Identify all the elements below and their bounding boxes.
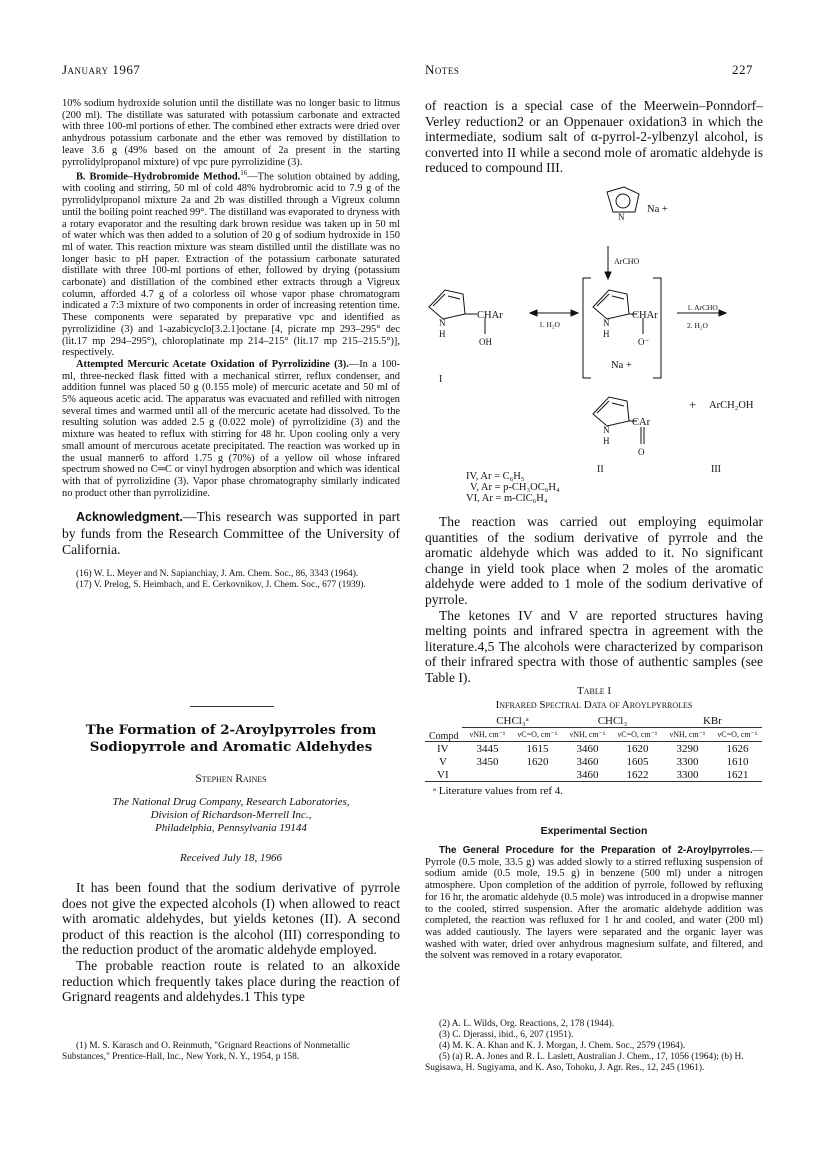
affiliation: [62, 796, 400, 835]
table-cell: 1620: [526, 755, 549, 768]
table-row: [425, 768, 762, 782]
bracket-left: [583, 278, 591, 378]
table-footnote: ᵃ Literature values from ref 4.: [433, 785, 564, 797]
procedure-head: The General Procedure for the Preparation of 2-Aroylpyrroles.: [439, 845, 753, 856]
experimental-heading: Experimental Section: [540, 825, 648, 837]
table-cell: 3300: [676, 755, 699, 768]
scheme-label: Na +: [611, 360, 632, 371]
atom-label: H: [603, 436, 610, 446]
section-head: B. Bromide–Hydrobromide Method.: [76, 171, 241, 183]
affiliation-line: Division of Richardson-Merrell Inc.,: [150, 809, 312, 821]
footnote: (16) W. L. Meyer and N. Sapianchiay, J. Am. Chem. Soc., 86, 3343 (1964).: [76, 569, 359, 580]
footnote-text: (1) M. S. Karasch and O. Reinmuth, "Grignard Reactions of Nonmetallic Substances," Prentice-Hall, Inc., New York, N. Y., 1954, p 158.: [62, 1041, 351, 1062]
column-header: νC=O, cm⁻¹: [512, 728, 562, 742]
plus-sign: +: [689, 397, 697, 412]
paragraph-text: —The solution obtained by adding, with cooling and stirring, 50 ml of cold 48% hydrobromic acid to 7.9 g of the pyrrolidylpropanol mixture 2a and 2b was distilled through a Vigreux column until the boiling point reached 99°. The distilland was evaporated to dryness with a rotary evaporator and the resulting dark brown residue was taken up in 50 ml of water which was then added to a solution of 20 g of sodium hydroxide in 150 ml of water. This reaction mixture was steam distilled until the distillate was no longer basic to pH paper. Extraction of the potassium carbonate saturated distillate with three 100-ml portions of ether, followed by drying (potassium carbonate) and distillation of the combined ether extracts through a Vigreux column, afforded 4.7 g of a colorless oil whose vapor phase chromatogram indicated a 7:3 mixture of two components in order of increasing retention time. These components were separated by preparative vpc and identified as pyrrolizidine (3) and 1-azabicyclo[3.2.1]octane [4, picrate mp 293–295° dec (lit.17 mp 294–295°), chloroplatinate mp 214–215° (lit.17 mp 215–215.5°)], respectively.: [62, 171, 401, 359]
compound-formula: ArCH₂OH: [709, 400, 754, 411]
column-group: CHCl₃ᵃ: [462, 714, 562, 728]
paragraph: The ketones IV and V are reported structures having melting points and infrared spectra in agreement with the literature.4,5 The alcohols were characterized by comparison of their infrared spectra with those of authentic samples (see Table I).: [425, 607, 763, 685]
table-row: [425, 742, 762, 756]
column-header: νNH, cm⁻¹: [562, 728, 612, 742]
atom-label: N: [439, 318, 446, 328]
article-title: [62, 722, 400, 756]
table-cell: 3300: [662, 768, 712, 782]
table-cell: IV: [437, 742, 449, 755]
table-cell: 1605: [626, 755, 649, 768]
ack-head: Acknowledgment.: [76, 510, 183, 525]
table-cell: V: [439, 755, 447, 768]
compound-label: III: [711, 464, 721, 475]
table-label: Table I: [576, 685, 612, 697]
substituent-line: VI, Ar = m-ClC₆H₄: [466, 493, 548, 504]
footnote: [62, 1041, 400, 1063]
table-cell: VI: [425, 768, 462, 782]
reaction-scheme: [425, 182, 763, 497]
affiliation-line: The National Drug Company, Research Laboratories,: [112, 796, 350, 808]
group-label: OH: [479, 337, 492, 347]
article-body-left: [62, 880, 400, 1005]
substituent-line: IV, Ar = C₆H₅: [466, 471, 525, 482]
atom-label: N: [603, 318, 610, 328]
table-cell: [462, 768, 512, 782]
table-cell: 3460: [562, 768, 612, 782]
affiliation-line: Philadelphia, Pennsylvania 19144: [155, 822, 307, 834]
paragraph: It has been found that the sodium derivative of pyrrole does not give the expected alcohols (I) when allowed to react with aromatic aldehydes, but yields ketones (II). A second product of this reaction is the alcohol (III) corresponding to the reduction product of the aromatic aldehyde employed.: [62, 880, 400, 958]
atom-label: H: [439, 329, 446, 339]
table-cell: 1621: [712, 768, 762, 782]
table-cell: 3445: [476, 742, 499, 755]
author: Stephen Raines: [195, 773, 267, 785]
left-column: [62, 98, 400, 591]
table-cell: 3450: [476, 755, 499, 768]
footnote: (17) V. Prelog, S. Heimbach, and E. Cerkovnikov, J. Chem. Soc., 677 (1939).: [76, 580, 366, 591]
running-header-section: Notes: [425, 62, 460, 77]
footnote: (5) (a) R. A. Jones and R. L. Laslett, Australian J. Chem., 17, 1056 (1964); (b) H. Sugisawa, H. Sugiyama, and K. Aso, Tohoku, J. Agr. Res., 12, 245 (1961).: [425, 1052, 744, 1073]
footnote: (3) C. Djerassi, ibid., 6, 207 (1951).: [439, 1030, 574, 1040]
group-label: O⁻: [638, 337, 650, 347]
title-line: The Formation of 2-Aroylpyrroles from: [85, 722, 377, 738]
column-group: KBr: [662, 714, 762, 728]
ir-data-table: [425, 714, 762, 797]
paragraph: [425, 845, 763, 962]
table-row: [425, 755, 762, 768]
right-column-top: [425, 98, 763, 176]
table-cell: 1615: [526, 742, 549, 755]
running-header-date: January 1967: [62, 62, 141, 77]
acknowledgment: [62, 509, 400, 557]
received-date: Received July 18, 1966: [179, 852, 282, 864]
table-group-header: [425, 714, 762, 728]
arrowhead: [605, 272, 611, 279]
separator-rule: [190, 706, 274, 707]
table-cell: 1620: [626, 742, 649, 755]
footnotes-right: [425, 1019, 763, 1074]
group-label: CHAr: [632, 310, 658, 321]
column-header: νNH, cm⁻¹: [462, 728, 512, 742]
paragraph: [62, 168, 400, 359]
table-cell: 3290: [676, 742, 699, 755]
paragraph-text: —Pyrrole (0.5 mole, 33.5 g) was added slowly to a stirred refluxing suspension of sodium amide (0.5 mole, 19.5 g) in benzene (500 ml) under a nitrogen atmosphere. Upon completion of the addition of pyrrole, followed by refluxing for 16 hr, the aromatic aldehyde (0.5 mole) was introduced in a dropwise manner to the cooled, stirred suspension. After the aromatic aldehyde addition was completed, the reaction was refluxed for 1 hr and cooled, and water (200 ml) was added cautiously. The layers were separated and the organic layer was washed with water, dried over anhydrous magnesium sulfate, and filtered, and the solvent was removed in a rotary evaporator.: [425, 845, 763, 962]
atom-label: N: [603, 425, 610, 435]
atom-label: H: [603, 329, 610, 339]
paragraph: The probable reaction route is related to an alkoxide reduction which frequently takes place during the reaction of Grignard reagents and aldehydes.1 This type: [62, 957, 400, 1005]
table-cell: [512, 768, 562, 782]
atom-label: N: [618, 212, 625, 222]
title-line: Sodiopyrrole and Aromatic Aldehydes: [89, 739, 373, 755]
table-cell: 1610: [726, 755, 749, 768]
table-cell: 1626: [726, 742, 749, 755]
group-label: CHAr: [477, 310, 503, 321]
experimental-section: [425, 845, 763, 962]
paragraph: [62, 359, 400, 499]
paragraph: 10% sodium hydroxide solution until the distillate was no longer basic to litmus (200 ml). The distillate was saturated with potassium carbonate and extracted with three 100-ml portions of ether. The combined ether extracts were dried over anhydrous potassium carbonate and the ether was removed by distillation to leave 3.6 g (49% based on the amount of 2a present in the starting pyrrolidylpropanol mixture) of vpc pure pyrrolizidine (3).: [62, 98, 400, 168]
reagent-label: ArCHO: [614, 257, 640, 266]
page-number: 227: [732, 62, 753, 77]
table-header: [425, 728, 762, 742]
reagent-label: 1. H₂O: [539, 320, 560, 329]
compound-label: II: [597, 464, 604, 475]
atom-label: O: [638, 447, 645, 457]
column-header: νNH, cm⁻¹: [662, 728, 712, 742]
column-group: CHCl₃: [562, 714, 662, 728]
substituent-key: [466, 471, 560, 504]
section-head: Attempted Mercuric Acetate Oxidation of Pyrrolizidine (3).: [76, 358, 349, 370]
paragraph: The reaction was carried out employing equimolar quantities of the sodium derivative of pyrrole and the aromatic aldehyde which was added to it. No significant change in yield took place when 2 moles of the aromatic aldehyde were added to 1 mole of the sodium derivative of pyrrole.: [425, 514, 763, 607]
scheme-label: Na +: [647, 204, 668, 215]
reagent-label: 2. H₂O: [687, 321, 708, 330]
group-label: CAr: [632, 417, 651, 428]
reagent-label: 1. ArCHO: [687, 303, 718, 312]
table-title: Infrared Spectral Data of Aroylpyrroles: [495, 699, 693, 711]
compound-label: I: [439, 374, 443, 385]
substituent-line: V, Ar = p-CH₃OC₆H₄: [470, 482, 560, 493]
aromatic-circle: [616, 194, 630, 208]
right-column-mid: [425, 514, 763, 686]
column-header: νC=O, cm⁻¹: [712, 728, 762, 742]
table-cell: 3460: [576, 755, 599, 768]
table-cell: 1622: [612, 768, 662, 782]
footnote: (4) M. K. A. Khan and K. J. Morgan, J. Chem. Soc., 2579 (1964).: [439, 1041, 686, 1051]
column-header: Compd: [425, 728, 462, 742]
footnote-ref: 16: [240, 169, 248, 178]
column-header: νC=O, cm⁻¹: [612, 728, 662, 742]
bracket-right: [653, 278, 661, 378]
table-cell: 3460: [576, 742, 599, 755]
footnote: (2) A. L. Wilds, Org. Reactions, 2, 178 (1944).: [439, 1019, 615, 1029]
paragraph-text: —In a 100-ml, three-necked flask fitted with a mechanical stirrer, reflux condenser, and addition funnel was placed 50 g (0.155 mole) of mercuric acetate and 50 ml of 5% aqueous acetic acid. The apparatus was evacuated and refilled with nitrogen several times and warmed until all of the mercuric acetate had dissolved. To the resulting solution was added 2.5 g (0.022 mole) of pyrrolizidine (3) and the mixture was heated to reflux with stirring for 48 hr. Upon cooling only a very small amount of mercurous acetate precipitated. The reaction was worked up in the usual manner6 to afford 1.75 g (70%) of a yellow oil whose infrared spectrum showed no C═C or vinyl hydrogen absorption and which was identical with that of pyrrolizidine (3). Vapor phase chromatography similarly indicated no product other than pyrrolizidine.: [62, 358, 400, 499]
paragraph: of reaction is a special case of the Meerwein–Ponndorf–Verley reduction2 or an Oppenauer oxidation3 in which the intermediate, sodium salt of α-pyrrol-2-ylbenzyl alcohol, is converted into II while a second mole of aromatic aldehyde is reduced to compound III.: [425, 98, 763, 176]
ack-text: —This research was supported in part by funds from the Research Committee of the University of California.: [62, 509, 400, 557]
